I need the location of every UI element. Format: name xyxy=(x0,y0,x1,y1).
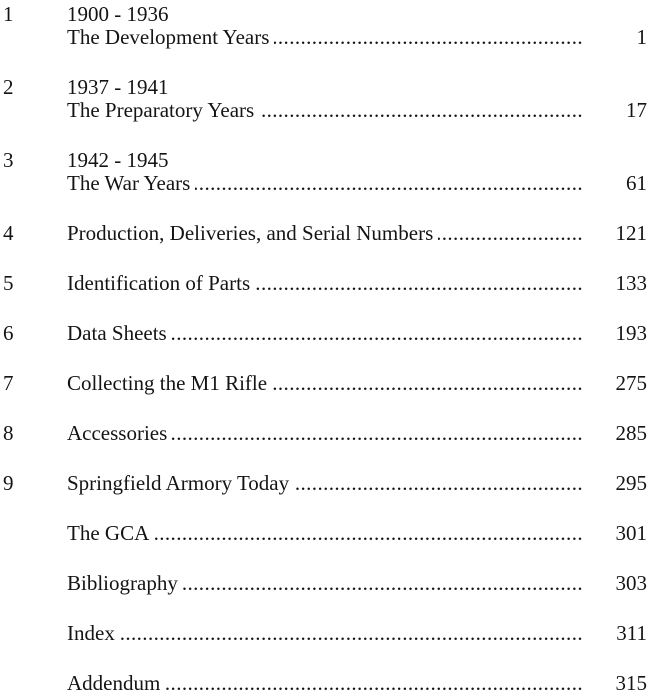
toc-entry-body xyxy=(67,149,647,195)
dot-leader xyxy=(294,472,583,495)
dot-leader xyxy=(120,622,583,645)
chapter-title: Production, Deliveries, and Serial Numbers xyxy=(67,221,434,245)
toc-entry xyxy=(3,322,647,345)
toc-title-line xyxy=(67,622,647,645)
dot-leader xyxy=(172,322,583,345)
toc-entry-body xyxy=(67,372,647,395)
page-number: 193 xyxy=(615,321,647,345)
chapter-number: 1 xyxy=(3,2,14,26)
toc-title-line xyxy=(67,672,647,695)
toc-entry-body xyxy=(67,672,647,695)
chapter-number: 9 xyxy=(3,471,14,495)
toc-entry-body xyxy=(67,472,647,495)
page-number: 295 xyxy=(615,471,647,495)
toc-entry xyxy=(3,149,647,195)
toc-entry-body xyxy=(67,272,647,295)
chapter-number: 3 xyxy=(3,148,14,172)
dot-leader xyxy=(195,172,583,195)
page-number: 303 xyxy=(615,571,647,595)
toc-title-line xyxy=(67,372,647,395)
page-number: 121 xyxy=(615,221,647,245)
toc-entry xyxy=(3,3,647,49)
toc-title-line xyxy=(67,26,647,49)
toc-entry xyxy=(3,622,647,645)
page-number: 285 xyxy=(615,421,647,445)
chapter-title: Accessories xyxy=(67,421,168,445)
toc-entry-body xyxy=(67,572,647,595)
toc-entry xyxy=(3,422,647,445)
toc-title-line xyxy=(67,472,647,495)
toc-entry-body xyxy=(67,76,647,122)
toc-entry xyxy=(3,472,647,495)
chapter-title: Data Sheets xyxy=(67,321,167,345)
chapter-years: 1937 - 1941 xyxy=(67,75,169,99)
dot-leader xyxy=(259,99,583,122)
chapter-title: Identification of Parts xyxy=(67,271,251,295)
page-number: 315 xyxy=(615,671,647,695)
toc-entry-body xyxy=(67,622,647,645)
page-number: 275 xyxy=(615,371,647,395)
chapter-title: The Preparatory Years xyxy=(67,98,255,122)
toc-title-line xyxy=(67,172,647,195)
page-number: 1 xyxy=(636,25,647,49)
chapter-title: Collecting the M1 Rifle xyxy=(67,371,268,395)
toc-title-line xyxy=(67,272,647,295)
page-number: 301 xyxy=(615,521,647,545)
toc-entry-body xyxy=(67,322,647,345)
dot-leader xyxy=(154,522,583,545)
page-number: 61 xyxy=(626,171,647,195)
chapter-title: The GCA xyxy=(67,521,150,545)
toc-entry xyxy=(3,76,647,122)
page-number: 311 xyxy=(616,621,647,645)
toc-entry xyxy=(3,572,647,595)
toc-title-line xyxy=(67,322,647,345)
dot-leader xyxy=(165,672,583,695)
toc-entry xyxy=(3,222,647,245)
dot-leader xyxy=(172,422,583,445)
dot-leader xyxy=(255,272,583,295)
dot-leader xyxy=(183,572,583,595)
chapter-title: Addendum xyxy=(67,671,161,695)
toc-title-line xyxy=(67,522,647,545)
toc-entry-body xyxy=(67,422,647,445)
toc-entry-body xyxy=(67,3,647,49)
toc-entry xyxy=(3,372,647,395)
toc-entry-body xyxy=(67,522,647,545)
chapter-years: 1942 - 1945 xyxy=(67,148,169,172)
dot-leader xyxy=(438,222,583,245)
toc-entry xyxy=(3,672,647,695)
chapter-title: Bibliography xyxy=(67,571,178,595)
page-number: 133 xyxy=(615,271,647,295)
chapter-title: Springfield Armory Today xyxy=(67,471,290,495)
chapter-title: The Development Years xyxy=(67,25,270,49)
page-number: 17 xyxy=(626,98,647,122)
toc-title-line xyxy=(67,572,647,595)
chapter-number: 5 xyxy=(3,271,14,295)
chapter-number: 2 xyxy=(3,75,14,99)
chapter-title: Index xyxy=(67,621,115,645)
toc-entry-body xyxy=(67,222,647,245)
toc-entry xyxy=(3,272,647,295)
toc-entry xyxy=(3,522,647,545)
toc-title-line xyxy=(67,422,647,445)
chapter-number: 6 xyxy=(3,321,14,345)
chapter-number: 4 xyxy=(3,221,14,245)
chapter-number: 7 xyxy=(3,371,14,395)
dot-leader xyxy=(272,372,583,395)
toc-title-line xyxy=(67,222,647,245)
dot-leader xyxy=(274,26,583,49)
toc-title-line xyxy=(67,99,647,122)
chapter-number: 8 xyxy=(3,421,14,445)
chapter-years: 1900 - 1936 xyxy=(67,2,169,26)
chapter-title: The War Years xyxy=(67,171,191,195)
